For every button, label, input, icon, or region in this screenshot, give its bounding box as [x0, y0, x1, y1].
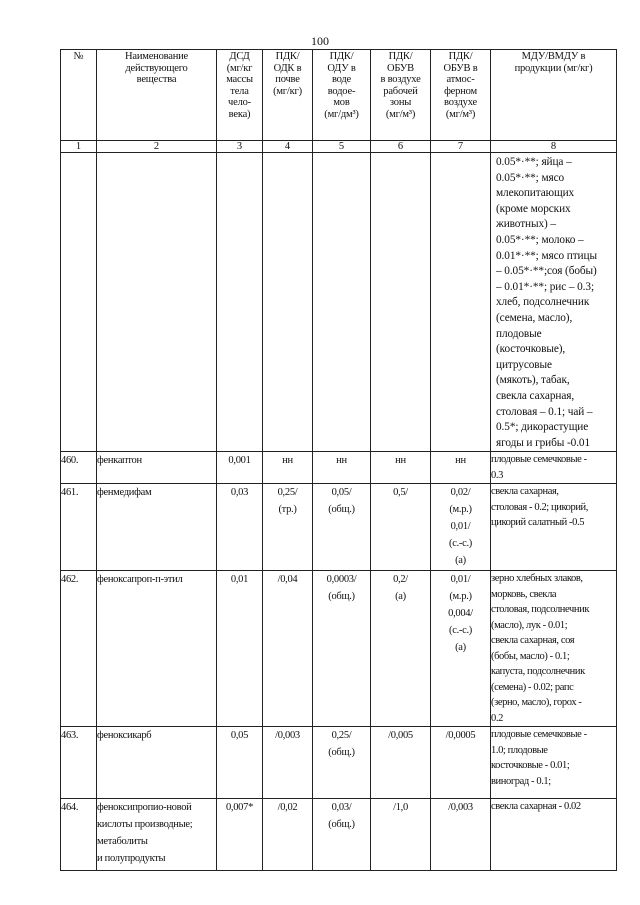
soil-limit-cell — [263, 727, 313, 799]
soil-limit-cell — [263, 571, 313, 727]
cell-text-line: (общ.) — [328, 504, 355, 516]
cell-text-line: столовая - 0.2; цикорий, — [491, 501, 589, 513]
cell-text-line: 0,007* — [225, 802, 254, 814]
cell-text-line: (семена) - 0.02; рапс — [491, 681, 574, 693]
mdu-cell — [491, 727, 617, 799]
cell-text-line: кислоты производные; — [97, 819, 193, 831]
cell-text-line: (а) — [455, 555, 466, 567]
header-text-line: века) — [228, 108, 251, 120]
table-row — [61, 571, 617, 727]
row-number-cell: 461. — [61, 484, 97, 571]
workzone-air-limit-cell — [371, 799, 431, 871]
dsd-cell — [217, 484, 263, 571]
substance-name-cell — [97, 571, 217, 727]
table-row — [61, 727, 617, 799]
header-text-line: вещества — [136, 74, 177, 86]
header-text-line: массы — [226, 74, 253, 86]
cell-text-line: 0,01/ — [450, 521, 471, 533]
atmospheric-air-limit-cell — [431, 452, 491, 484]
header-text-line: (мг/кг — [226, 62, 253, 74]
water-limit-cell — [313, 799, 371, 871]
cell-text-line: (м.р.) — [449, 504, 472, 516]
cell-text-line: цикорий салатный -0.5 — [491, 517, 585, 529]
cell-text-line: /0,02 — [277, 802, 298, 814]
header-text-line: тела — [230, 85, 249, 97]
cell-text-line: /0,003 — [448, 802, 473, 814]
header-text-line: № — [73, 51, 84, 62]
cell-text-line: 1.0; плодовые — [491, 744, 548, 756]
row-number-cell: 464. — [61, 799, 97, 871]
cell-text-line: феноксипропио-новой — [97, 802, 192, 814]
column-number: 4 — [263, 141, 313, 153]
header-cell — [491, 50, 617, 141]
cell-text-line: 0,25/ — [331, 730, 352, 742]
dsd-cell — [217, 727, 263, 799]
water-limit-cell — [313, 727, 371, 799]
mdu-cell — [491, 571, 617, 727]
mdu-cell — [491, 153, 617, 452]
cell-text-line: 0,0003/ — [326, 574, 357, 586]
mdu-text-line: свекла сахарная, — [496, 389, 575, 402]
mdu-text-line: (кроме морских — [496, 202, 571, 215]
soil-limit-cell — [263, 484, 313, 571]
cell-text-line: фенмедифам — [97, 487, 152, 499]
column-number-row — [61, 141, 617, 153]
mdu-text-line: (мякоть), табак, — [496, 374, 570, 387]
cell-text-line: 0,03/ — [331, 802, 352, 814]
soil-limit-cell — [263, 799, 313, 871]
header-text-line: воздухе — [444, 97, 477, 109]
header-text-line: продукции (мг/кг) — [514, 62, 593, 74]
header-text-line: атмос- — [446, 74, 475, 86]
cell-text-line: (масло), лук - 0.01; — [491, 619, 568, 631]
row-number-cell: 463. — [61, 727, 97, 799]
header-text-line: ПДК/ — [448, 51, 473, 62]
cell-text-line: (а) — [395, 591, 406, 603]
header-text-line: чело- — [228, 97, 251, 109]
header-text-line: ферном — [444, 85, 477, 97]
cell-text-line: 0.3 — [491, 469, 503, 481]
header-text-line: зоны — [389, 97, 412, 109]
mdu-cell — [491, 452, 617, 484]
cell-text-line: свекла сахарная, — [491, 486, 559, 498]
header-text-line: ОДК в — [273, 62, 302, 74]
cell-text-line: 0,05 — [230, 730, 249, 742]
cell-text-line: свекла сахарная, соя — [491, 635, 575, 647]
cell-text-line: /0,0005 — [445, 730, 476, 742]
mdu-cell — [491, 799, 617, 871]
cell-text-line: свекла сахарная - 0.02 — [491, 801, 581, 813]
header-text-line: действующего — [125, 62, 188, 74]
cell-text-line: (общ.) — [328, 819, 355, 831]
header-text-line: (мг/кг) — [273, 85, 302, 97]
mdu-text-line: 0.5*; дикорастущие — [496, 421, 589, 434]
cell-text-line: 0,02/ — [450, 487, 471, 499]
mdu-text-line: 0.01*·**; мясо птицы — [496, 249, 597, 262]
cell-text-line: метаболиты — [97, 836, 148, 848]
header-row — [61, 50, 617, 141]
mdu-cell — [491, 484, 617, 571]
table-row — [61, 799, 617, 871]
cell-text-line: 0,01/ — [450, 574, 471, 586]
mdu-text-line: хлеб, подсолнечник — [496, 296, 590, 309]
header-text-line: ОДУ в — [327, 62, 356, 74]
dsd-cell — [217, 799, 263, 871]
substance-name-cell — [97, 452, 217, 484]
mdu-text-line: 0.05*·**; молоко – — [496, 233, 584, 246]
substance-name-cell — [97, 799, 217, 871]
cell-text-line: нн — [395, 455, 406, 467]
workzone-air-limit-cell — [371, 727, 431, 799]
empty-cell — [97, 153, 217, 452]
substance-name-cell — [97, 727, 217, 799]
cell-text-line: морковь, свекла — [491, 588, 557, 600]
header-cell — [431, 50, 491, 141]
column-number: 7 — [431, 141, 491, 153]
row-number-cell: 462. — [61, 571, 97, 727]
header-text-line: в воздухе — [380, 74, 421, 86]
header-cell — [61, 50, 97, 141]
empty-cell — [217, 153, 263, 452]
substances-table — [60, 49, 617, 871]
mdu-text-line: плодовые — [496, 327, 542, 340]
column-number: 8 — [491, 141, 617, 153]
atmospheric-air-limit-cell — [431, 571, 491, 727]
table-row — [61, 484, 617, 571]
header-text-line: водое- — [327, 85, 356, 97]
cell-text-line: 0,004/ — [448, 608, 473, 620]
mdu-text-line: ягоды и грибы -0.01 — [496, 436, 591, 449]
empty-cell — [313, 153, 371, 452]
mdu-text-line: 0.05*·**; яйца – — [496, 156, 572, 168]
cell-text-line: (м.р.) — [449, 591, 472, 603]
header-cell — [263, 50, 313, 141]
cell-text-line: 0,5/ — [393, 487, 408, 499]
cell-text-line: и полупродукты — [97, 853, 166, 865]
dsd-cell — [217, 571, 263, 727]
cell-text-line: столовая, подсолнечник — [491, 604, 590, 616]
mdu-text-line: животных) – — [496, 218, 556, 231]
cell-text-line: косточковые - 0.01; — [491, 760, 570, 772]
workzone-air-limit-cell — [371, 571, 431, 727]
cell-text-line: 0,01 — [230, 574, 249, 586]
row-number-cell: 460. — [61, 452, 97, 484]
cell-text-line: (тр.) — [278, 504, 297, 516]
empty-cell — [263, 153, 313, 452]
atmospheric-air-limit-cell — [431, 484, 491, 571]
header-text-line: ПДК/ — [388, 51, 413, 62]
cell-text-line: /0,04 — [277, 574, 298, 586]
water-limit-cell — [313, 571, 371, 727]
dsd-cell — [217, 452, 263, 484]
cell-text-line: (а) — [455, 642, 466, 654]
atmospheric-air-limit-cell — [431, 799, 491, 871]
mdu-text-line: – 0.05*·**;соя (бобы) — [496, 265, 597, 278]
header-cell — [97, 50, 217, 141]
header-text-line: (мг/м³) — [445, 108, 476, 120]
cell-text-line: (зерно, масло), горох - — [491, 697, 582, 709]
cell-text-line: 0.2 — [491, 712, 503, 724]
header-text-line: Наименование — [124, 51, 188, 62]
header-text-line: почве — [275, 74, 300, 86]
soil-limit-cell — [263, 452, 313, 484]
cell-text-line: 0,001 — [228, 455, 251, 467]
cell-text-line: феноксапроп-п-этил — [97, 574, 183, 586]
mdu-text-line: столовая – 0.1; чай – — [496, 405, 593, 418]
cell-text-line: фенкаптон — [97, 455, 142, 467]
column-number: 3 — [217, 141, 263, 153]
header-cell — [313, 50, 371, 141]
workzone-air-limit-cell — [371, 452, 431, 484]
cell-text-line: 0,25/ — [277, 487, 298, 499]
column-number: 5 — [313, 141, 371, 153]
column-number: 2 — [97, 141, 217, 153]
table-row — [61, 452, 617, 484]
substance-name-cell — [97, 484, 217, 571]
cell-text-line: /1,0 — [393, 802, 408, 814]
cell-text-line: нн — [336, 455, 347, 467]
water-limit-cell — [313, 452, 371, 484]
cell-text-line: /0,003 — [275, 730, 300, 742]
cell-text-line: плодовые семечковые - — [491, 454, 587, 466]
mdu-text-line: – 0.01*·**; рис – 0.3; — [496, 280, 594, 293]
column-number: 6 — [371, 141, 431, 153]
cell-text-line: 0,2/ — [393, 574, 408, 586]
header-text-line: ПДК/ — [275, 51, 300, 62]
header-text-line: МДУ/ВМДУ в — [521, 51, 586, 62]
cell-text-line: плодовые семечковые - — [491, 729, 587, 741]
mdu-text-line: 0.05*·**; мясо — [496, 171, 565, 184]
empty-cell — [371, 153, 431, 452]
cell-text-line: зерно хлебных злаков, — [491, 573, 583, 585]
header-text-line: ДСД — [229, 51, 250, 62]
cell-text-line: капуста, подсолнечник — [491, 666, 585, 678]
water-limit-cell — [313, 484, 371, 571]
header-text-line: (мг/дм³) — [324, 108, 359, 120]
header-text-line: ОБУВ в — [443, 62, 478, 74]
cell-text-line: 0,03 — [230, 487, 249, 499]
cell-text-line: 0,05/ — [331, 487, 352, 499]
cell-text-line: (бобы, масло) - 0.1; — [491, 650, 570, 662]
workzone-air-limit-cell — [371, 484, 431, 571]
mdu-text-line: (семена, масло), — [496, 311, 573, 324]
header-text-line: воде — [331, 74, 352, 86]
mdu-text-line: млекопитающих — [496, 187, 575, 200]
cell-text-line: нн — [455, 455, 466, 467]
atmospheric-air-limit-cell — [431, 727, 491, 799]
cell-text-line: /0,005 — [388, 730, 413, 742]
cell-text-line: нн — [282, 455, 293, 467]
header-text-line: рабочей — [383, 85, 418, 97]
cell-text-line: (общ.) — [328, 747, 355, 759]
header-text-line: ОБУВ — [387, 62, 414, 74]
header-cell — [371, 50, 431, 141]
empty-cell — [431, 153, 491, 452]
header-cell — [217, 50, 263, 141]
mdu-text-line: (косточковые), — [496, 343, 566, 356]
header-text-line: ПДК/ — [329, 51, 354, 62]
cell-text-line: (с.-с.) — [449, 625, 472, 637]
cell-text-line: феноксикарб — [97, 730, 152, 742]
empty-cell — [61, 153, 97, 452]
continuation-row — [61, 153, 617, 452]
column-number: 1 — [61, 141, 97, 153]
mdu-text-line: цитрусовые — [496, 358, 552, 371]
header-text-line: мов — [333, 97, 350, 109]
cell-text-line: (общ.) — [328, 591, 355, 603]
cell-text-line: виноград - 0.1; — [491, 775, 551, 787]
header-text-line: (мг/м³) — [385, 108, 416, 120]
cell-text-line: (с.-с.) — [449, 538, 472, 550]
page-number: 100 — [311, 34, 329, 48]
